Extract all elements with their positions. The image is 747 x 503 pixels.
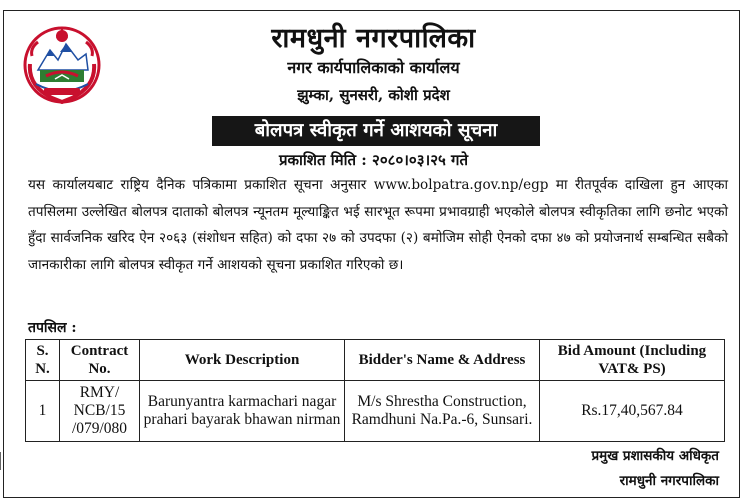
organization-name: रामधुनी नगरपालिका: [271, 23, 476, 54]
header-bid-amount: Bid Amount (Including VAT& PS): [540, 340, 725, 381]
notice-body-text: यस कार्यालयबाट राष्ट्रिय दैनिक पत्रिकामा प्रकाशित सूचना अनुसार www.bolpatra.gov.np/egp मा रीतपूर्वक दाखिला हुन आएका तपसिलमा उल्लेखित बोलपत्र दाताको बोलपत्र न्यूनतम मूल्याङ्कित भई सारभूत रूपमा प्रभावग्राही भएकोले बोलपत्र स्वीकृतिका लागि छनोट भएको हुँदा सार्वजनिक खरिद ऐन २०६३ (संशोधन सहित) को दफा २७ को उपदफा (२) बमोजिम सोही ऐनको दफा ४७ को प्रयोजनार्थ सम्बन्धित सबैको जानकारीका लागि बोलपत्र स्वीकृत गर्ने आशयको सूचना प्रकाशित गरिएको छ।: [28, 177, 728, 273]
table-header-row: [26, 340, 725, 381]
signatory-organization: रामधुनी नगरपालिका: [619, 473, 719, 489]
header-bidder: Bidder's Name & Address: [345, 340, 540, 381]
table-row: [26, 381, 725, 442]
cell-bid-amount: Rs.17,40,567.84: [540, 381, 725, 442]
header-contract-no: Contract No.: [60, 340, 140, 381]
office-location: झुम्का, सुनसरी, कोशी प्रदेश: [297, 86, 450, 104]
cell-sn: 1: [26, 381, 60, 442]
cell-work-description: Barunyantra karmachari nagar prahari bayarak bhawan nirman: [140, 381, 345, 442]
published-date: प्रकाशित मिति : २०८०।०३।२५ गते: [278, 151, 469, 169]
page-edge-mark: [0, 452, 4, 470]
header-work-description: Work Description: [140, 340, 345, 381]
notice-title-banner: बोलपत्र स्वीकृत गर्ने आशयको सूचना: [212, 116, 540, 146]
cell-bidder: M/s Shrestha Construction, Ramdhuni Na.Pa.-6, Sunsari.: [345, 381, 540, 442]
header-sn: S. N.: [26, 340, 60, 381]
schedule-label: तपसिल :: [28, 320, 77, 336]
cell-contract-no: RMY/ NCB/15 /079/080: [60, 381, 140, 442]
signatory-designation: प्रमुख प्रशासकीय अधिकृत: [591, 448, 719, 464]
office-name: नगर कार्यपालिकाको कार्यालय: [287, 58, 460, 77]
bid-table: [25, 339, 725, 442]
